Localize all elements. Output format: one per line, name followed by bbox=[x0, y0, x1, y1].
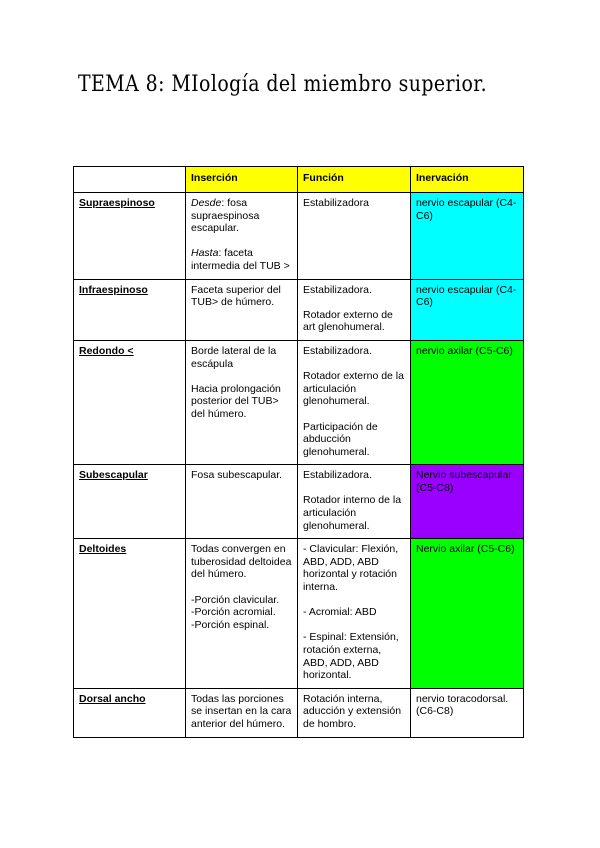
header-funcion: Función bbox=[298, 167, 411, 193]
insercion-cell bbox=[186, 193, 298, 280]
funcion-cell bbox=[298, 340, 411, 464]
table-header-row bbox=[74, 167, 524, 193]
header-empty bbox=[74, 167, 186, 193]
table-row bbox=[74, 340, 524, 464]
funcion-text: - Espinal: Extensión, rotación externa, ABD, ADD, ABD horizontal. bbox=[303, 631, 399, 682]
funcion-cell bbox=[298, 465, 411, 539]
table-row bbox=[74, 279, 524, 340]
funcion-cell bbox=[298, 193, 411, 280]
funcion-text: Rotador interno de la articulación glenohumeral. bbox=[303, 494, 402, 532]
muscle-name: Deltoides bbox=[74, 539, 186, 689]
table-row bbox=[74, 193, 524, 280]
funcion-text: Rotación interna, aducción y extensión de hombro. bbox=[303, 692, 402, 730]
funcion-text: Estabilizadora. bbox=[303, 344, 372, 357]
funcion-cell bbox=[298, 539, 411, 689]
funcion-text: Estabilizadora bbox=[303, 197, 369, 209]
funcion-text: Estabilizadora. bbox=[303, 283, 372, 296]
inervacion-cell: nervio escapular (C4-C6) bbox=[411, 279, 524, 340]
inervacion-cell: nervio axilar (C5-C6) bbox=[411, 340, 524, 464]
insercion-cell bbox=[186, 340, 298, 464]
inervacion-cell: nervio toracodorsal. (C6-C8) bbox=[411, 688, 524, 737]
insercion-text: Borde lateral de la escápula bbox=[191, 344, 277, 370]
insercion-cell bbox=[186, 539, 298, 689]
funcion-text: Rotador externo de art glenohumeral. bbox=[303, 308, 393, 334]
funcion-text: Participación de abducción glenohumeral. bbox=[303, 420, 378, 458]
hasta-label: Hasta bbox=[191, 247, 219, 260]
inervacion-cell: Nervio axilar (C5-C6) bbox=[411, 539, 524, 689]
insercion-cell bbox=[186, 279, 298, 340]
funcion-text: Estabilizadora. bbox=[303, 469, 372, 482]
inervacion-cell: Nervio subescapular (C5-C8) bbox=[411, 465, 524, 539]
insercion-text: Todas las porciones se insertan en la cara anterior del húmero. bbox=[191, 692, 292, 730]
funcion-cell bbox=[298, 279, 411, 340]
muscle-name: Supraespinoso bbox=[74, 193, 186, 280]
table-row bbox=[74, 688, 524, 737]
header-inervacion: Inervación bbox=[411, 167, 524, 193]
header-insercion: Inserción bbox=[186, 167, 298, 193]
insercion-desde bbox=[191, 197, 292, 235]
hasta-text: : faceta intermedia del TUB > bbox=[191, 247, 290, 272]
page-title: TEMA 8: MIología del miembro superior. bbox=[78, 72, 488, 97]
insercion-text: Todas convergen en tuberosidad deltoidea del húmero. bbox=[191, 543, 292, 581]
muscle-name: Infraespinoso bbox=[74, 279, 186, 340]
insercion-text: Fosa subescapular. bbox=[191, 469, 283, 482]
insercion-cell bbox=[186, 465, 298, 539]
table-row bbox=[74, 465, 524, 539]
insercion-cell bbox=[186, 688, 298, 737]
funcion-cell bbox=[298, 688, 411, 737]
funcion-text: - Clavicular: Flexión, ABD, ADD, ABD horizontal y rotación interna. bbox=[303, 543, 399, 594]
insercion-text: Faceta superior del TUB> de húmero. bbox=[191, 283, 281, 309]
muscle-name: Redondo < bbox=[74, 340, 186, 464]
insercion-text: -Porción clavicular. -Porción acromial. -Porción espinal. bbox=[191, 593, 280, 631]
desde-text: : fosa supraespinosa escapular. bbox=[191, 197, 260, 235]
insercion-text: Hacia prolongación posterior del TUB> del húmero. bbox=[191, 382, 281, 420]
funcion-text: - Acromial: ABD bbox=[303, 606, 377, 619]
funcion-text: Rotador externo de la articulación glenohumeral. bbox=[303, 370, 404, 408]
muscle-name: Subescapular bbox=[74, 465, 186, 539]
muscle-name: Dorsal ancho bbox=[74, 688, 186, 737]
desde-label: Desde bbox=[191, 197, 222, 209]
muscle-table bbox=[73, 166, 524, 738]
insercion-hasta bbox=[191, 247, 292, 272]
inervacion-cell: nervio escapular (C4-C6) bbox=[411, 193, 524, 280]
table-row bbox=[74, 539, 524, 689]
